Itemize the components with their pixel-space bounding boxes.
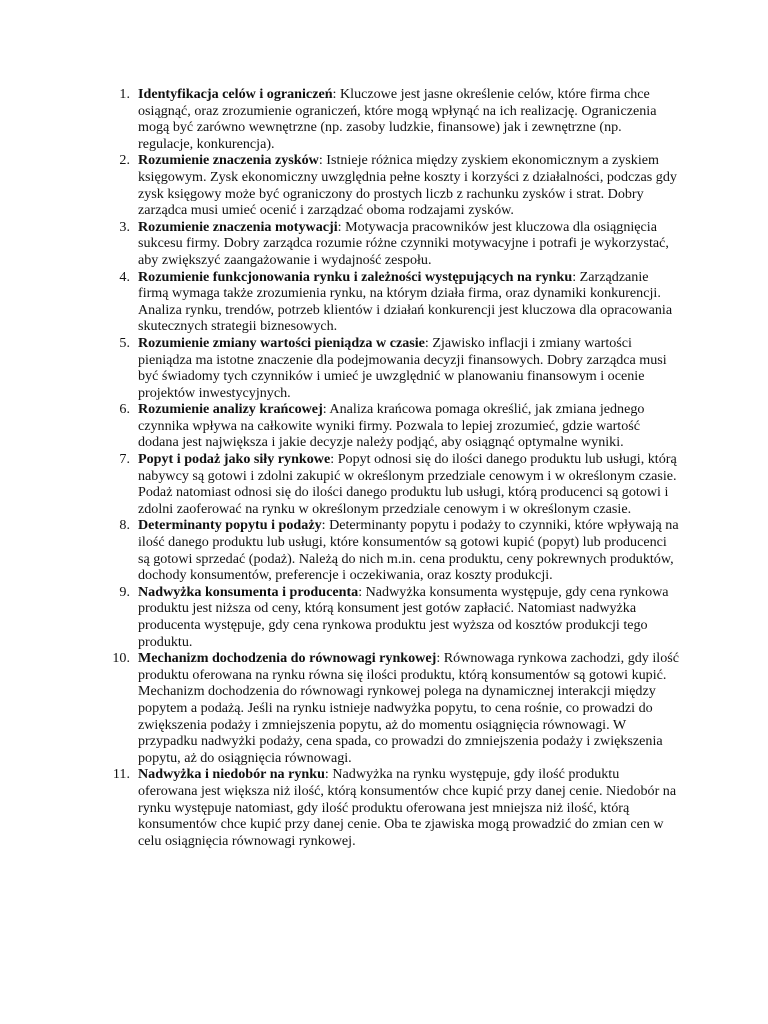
item-term: Nadwyżka i niedobór na rynku xyxy=(138,766,325,783)
list-item xyxy=(104,335,680,401)
item-number: 4. xyxy=(119,268,130,285)
item-text: : Motywacja pracowników jest kluczowa dla osiągnięcia sukcesu firmy. Dobry zarządca rozumie różne czynniki motywacyjne i potrafi je wykorzystać, aby zwiększyć zaangażowanie i wydajność zespołu. xyxy=(138,218,669,268)
item-term: Popyt i podaż jako siły rynkowe xyxy=(138,451,331,468)
numbered-list xyxy=(104,86,680,849)
item-number: 9. xyxy=(119,583,130,600)
item-number: 8. xyxy=(119,517,130,534)
item-number: 6. xyxy=(119,401,130,418)
item-number: 11. xyxy=(112,766,130,783)
item-term: Identyfikacja celów i ograniczeń xyxy=(138,86,333,102)
item-number: 10. xyxy=(112,650,130,667)
item-text: : Analiza krańcowa pomaga określić, jak zmiana jednego czynnika wpływa na całkowite wyniki firmy. Pozwala to lepiej zrozumieć, gdzie wartość dodana jest największa i jakie decyzje należy podjąć, aby osiągnąć optymalne wyniki. xyxy=(138,401,645,451)
list-item xyxy=(104,269,680,335)
list-item xyxy=(104,650,680,766)
item-term: Determinanty popytu i podaży xyxy=(138,517,322,534)
item-number: 7. xyxy=(119,451,130,468)
item-text: : Zarządzanie firmą wymaga także zrozumienia rynku, na którym działa firma, oraz dynamiki konkurencji. Analiza rynku, trendów, potrzeb klientów i działań konkurencji jest kluczowa dla opracowania skutecznych strategii biznesowych. xyxy=(138,268,673,335)
item-text: : Kluczowe jest jasne określenie celów, które firma chce osiągnąć, oraz zrozumienie ograniczeń, które mogą wpłynąć na ich realizację. Ograniczenia mogą być zarówno wewnętrzne (np. zasoby ludzkie, finansowe) jak i zewnętrzne (np. regulacje, konkurencja). xyxy=(138,86,657,152)
item-term: Nadwyżka konsumenta i producenta xyxy=(138,583,359,600)
list-item xyxy=(104,219,680,269)
item-text: : Zjawisko inflacji i zmiany wartości pieniądza ma istotne znaczenie dla podejmowania decyzji finansowych. Dobry zarządca musi być świadomy tych czynników i umieć je uwzględnić w planowaniu finansowym i ocenie projektów inwestycyjnych. xyxy=(138,334,667,401)
item-text: : Istnieje różnica między zyskiem ekonomicznym a zyskiem księgowym. Zysk ekonomiczny uwzględnia pełne koszty i korzyści z działalności, podczas gdy zysk księgowy może być ograniczony do prostych liczb z rachunku zysków i strat. Dobry zarządca musi umieć ocenić i zarządzać oboma rodzajami zysków. xyxy=(138,152,677,219)
item-number: 3. xyxy=(119,218,130,235)
item-number: 2. xyxy=(119,152,130,169)
list-item xyxy=(104,584,680,650)
item-text: : Nadwyżka na rynku występuje, gdy ilość produktu oferowana jest większa niż ilość, którą konsumentów chce kupić przy danej cenie. Niedobór na rynku występuje natomiast, gdy ilość produktu oferowana jest mniejsza niż ilość, którą konsumentów chce kupić przy danej cenie. Oba te zjawiska mogą prowadzić do zmian cen w celu osiągnięcia równowagi rynkowej. xyxy=(138,766,677,849)
list-item xyxy=(104,152,680,218)
item-text: : Nadwyżka konsumenta występuje, gdy cena rynkowa produktu jest niższa od ceny, którą konsument jest gotów zapłacić. Natomiast nadwyżka producenta występuje, gdy cena rynkowa produktu jest wyższa od kosztów produkcji tego produktu. xyxy=(138,583,669,650)
item-text: : Determinanty popytu i podaży to czynniki, które wpływają na ilość danego produktu lub usługi, które konsumentów są gotowi kupić (popyt) lub producenci są gotowi sprzedać (podaż). Należą do nich m.in. cena produktu, ceny pokrewnych produktów, dochody konsumentów, preferencje i oczekiwania, oraz koszty produkcji. xyxy=(138,517,679,584)
list-item xyxy=(104,766,680,849)
list-item xyxy=(104,451,680,517)
item-term: Rozumienie znaczenia zysków xyxy=(138,152,319,169)
item-term: Rozumienie znaczenia motywacji xyxy=(138,218,338,235)
item-text: : Popyt odnosi się do ilości danego produktu lub usługi, którą nabywcy są gotowi i zdolni zakupić w określonym przedziale cenowym i w określonym czasie. Podaż natomiast odnosi się do ilości danego produktu lub usługi, którą producenci są gotowi i zdolni zaoferować na rynku w określonym przedziale cenowym i w określonym czasie. xyxy=(138,451,677,517)
item-term: Rozumienie zmiany wartości pieniądza w czasie xyxy=(138,334,425,351)
item-term: Rozumienie analizy krańcowej xyxy=(138,401,323,418)
item-term: Rozumienie funkcjonowania rynku i zależności występujących na rynku xyxy=(138,268,573,285)
list-item xyxy=(104,86,680,152)
item-text: : Równowaga rynkowa zachodzi, gdy ilość produktu oferowana na rynku równa się ilości produktu, którą konsumentów są gotowi kupić. Mechanizm dochodzenia do równowagi rynkowej polega na dynamicznej interakcji między popytem a podażą. Jeśli na rynku istnieje nadwyżka popytu, to cena rośnie, co prowadzi do zwiększenia podaży i zmniejszenia popytu, aż do momentu osiągnięcia równowagi. W przypadku nadwyżki podaży, cena spada, co prowadzi do zmniejszenia podaży i zwiększenia popytu, aż do osiągnięcia równowagi. xyxy=(138,650,679,766)
item-number: 5. xyxy=(119,334,130,351)
item-number: 1. xyxy=(119,86,130,102)
item-term: Mechanizm dochodzenia do równowagi rynkowej xyxy=(138,650,437,667)
list-item xyxy=(104,517,680,583)
list-item xyxy=(104,401,680,451)
